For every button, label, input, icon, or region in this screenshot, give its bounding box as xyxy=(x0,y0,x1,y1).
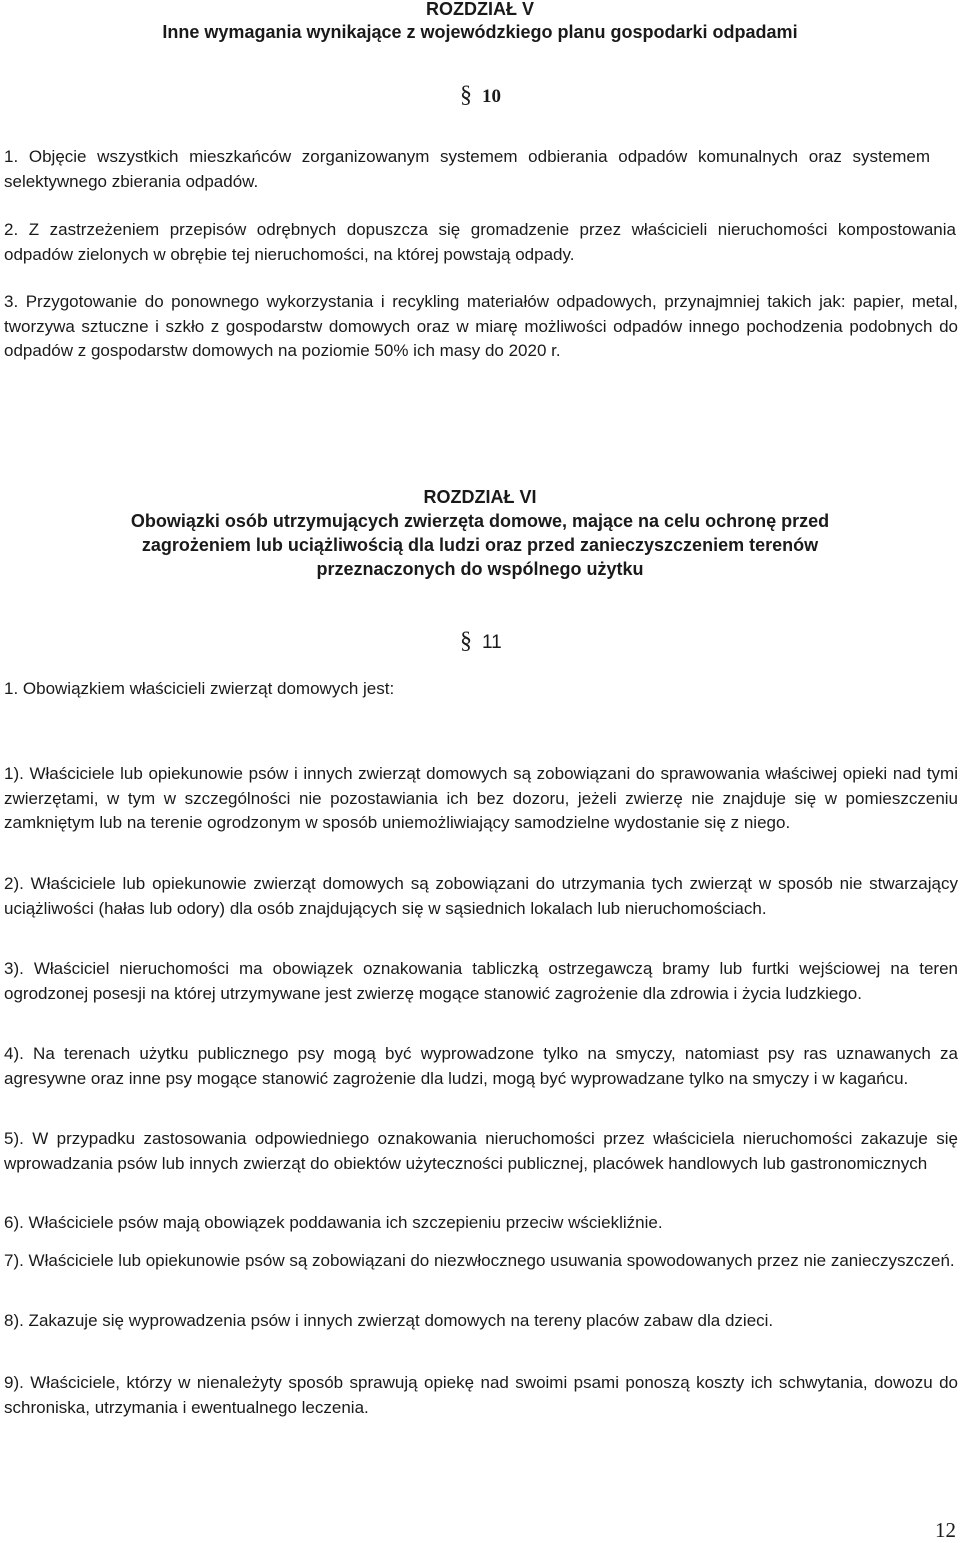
chapter-heading: ROZDZIAŁ V xyxy=(426,0,534,19)
section-number: 10 xyxy=(482,86,501,107)
section-marker xyxy=(460,82,501,109)
list-item: 8). Zakazuje się wyprowadzenia psów i innych zwierząt domowych na tereny placów zabaw dla dzieci. xyxy=(4,1311,774,1330)
paragraph-item: 1. Objęcie wszystkich mieszkańców zorganizowanym systemem odbierania odpadów komunalnych oraz systemem selektywnego zbierania odpadów. xyxy=(4,147,930,191)
chapter-title: Inne wymagania wynikające z wojewódzkiego planu gospodarki odpadami xyxy=(162,22,798,42)
section-number: 11 xyxy=(482,632,502,653)
list-item: 3). Właściciel nieruchomości ma obowiązek oznakowania tabliczką ostrzegawczą bramy lub furtki wejściowej na teren ogrodzonej posesji na której utrzymywane jest zwierzę mogące stanowić zagrożenie dla zdrowia i życia ludzkiego. xyxy=(4,959,958,1003)
list-intro: 1. Obowiązkiem właścicieli zwierząt domowych jest: xyxy=(4,679,395,698)
section-marker xyxy=(460,628,502,655)
list-item: 7). Właściciele lub opiekunowie psów są zobowiązani do niezwłocznego usuwania spowodowanych przez nie zanieczyszczeń. xyxy=(4,1251,955,1270)
section-sign: § xyxy=(460,628,472,654)
chapter-title-line: Obowiązki osób utrzymujących zwierzęta domowe, mające na celu ochronę przed xyxy=(130,511,830,531)
chapter-title-line: zagrożeniem lub uciążliwością dla ludzi oraz przed zanieczyszczeniem terenów xyxy=(141,535,819,555)
list-item: 9). Właściciele, którzy w nienależyty sposób sprawują opiekę nad swoimi psami ponoszą koszty ich schwytania, dowozu do schroniska, utrzymania i ewentualnego leczenia. xyxy=(4,1373,958,1417)
list-item: 6). Właściciele psów mają obowiązek poddawania ich szczepieniu przeciw wściekliźnie. xyxy=(4,1213,663,1232)
list-item: 1). Właściciele lub opiekunowie psów i innych zwierząt domowych są zobowiązani do sprawowania właściwej opieki nad tymi zwierzętami, w tym w szczególności nie pozostawiania ich bez dozoru, jeżeli zwierzę nie znajduje się w pomieszczeniu zamkniętym lub na terenie ogrodzonym w sposób uniemożliwiający samodzielne wydostanie się z niego. xyxy=(4,764,958,832)
list-item: 2). Właściciele lub opiekunowie zwierząt domowych są zobowiązani do utrzymania tych zwierząt w sposób nie stwarzający uciążliwości (hałas lub odory) dla osób znajdujących się w sąsiednich lokalach lub nieruchomościach. xyxy=(4,874,958,918)
chapter-title-line: przeznaczonych do wspólnego użytku xyxy=(316,559,644,579)
paragraph-item: 3. Przygotowanie do ponownego wykorzystania i recykling materiałów odpadowych, przynajmniej takich jak: papier, metal, tworzywa sztuczne i szkło z gospodarstw domowych oraz w miarę możliwości odpadów innego pochodzenia podobnych do odpadów z gospodarstw domowych na poziomie 50% ich masy do 2020 r. xyxy=(4,292,958,360)
chapter-heading: ROZDZIAŁ VI xyxy=(423,487,537,507)
list-item: 4). Na terenach użytku publicznego psy mogą być wyprowadzone tylko na smyczy, natomiast psy ras uznawanych za agresywne oraz inne psy mogące stanowić zagrożenie dla ludzi, mogą być wyprowadzane tylko na smyczy i w kagańcu. xyxy=(4,1044,958,1088)
page-number: 12 xyxy=(935,1518,956,1542)
list-item: 5). W przypadku zastosowania odpowiedniego oznakowania nieruchomości przez właściciela nieruchomości zakazuje się wprowadzania psów lub innych zwierząt do obiektów użyteczności publicznej, placówek handlowych lub gastronomicznych xyxy=(4,1129,958,1173)
paragraph-item: 2. Z zastrzeżeniem przepisów odrębnych dopuszcza się gromadzenie przez właścicieli nieruchomości kompostowania odpadów zielonych w obrębie tej nieruchomości, na której powstają odpady. xyxy=(4,220,956,264)
section-sign: § xyxy=(460,82,472,108)
